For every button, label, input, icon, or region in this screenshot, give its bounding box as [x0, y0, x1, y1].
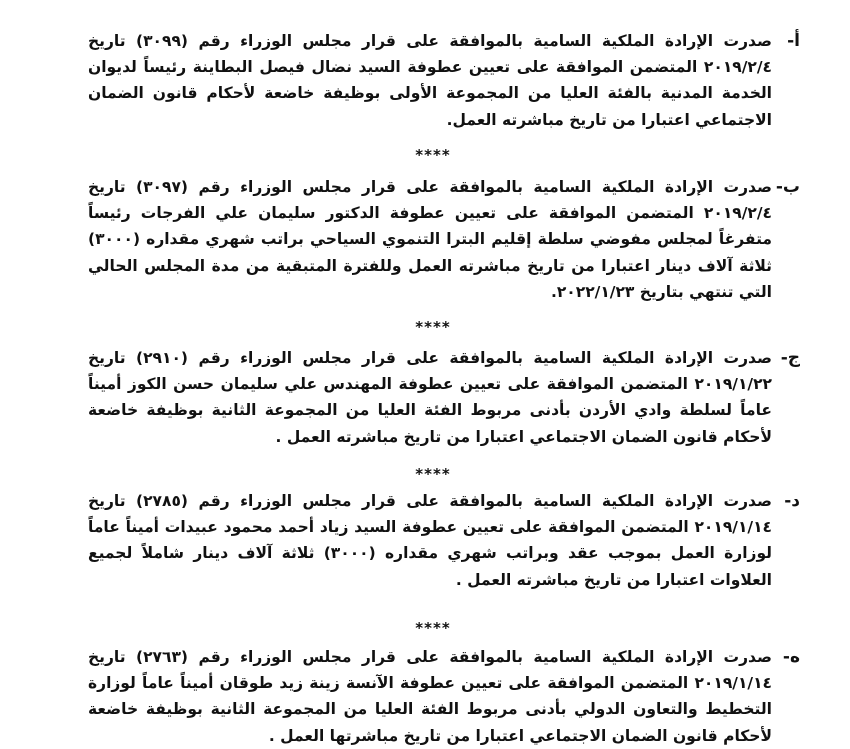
- separator: ****: [415, 465, 451, 483]
- section-letter: ج-: [780, 348, 800, 368]
- section-text: صدرت الإرادة الملكية السامية بالموافقة على قرار مجلس الوزراء رقم (٣٠٩٧) تاريخ ٢٠١٩/٢/٤ المتضمن الموافقة على تعيين عطوفة الدكتور سليمان علي الفرجات رئيساً متفرغاً لمجلس مفوضي سلطة إقليم البترا التنموي السياحي براتب شهري مقداره (٣٠٠٠) ثلاثة آلاف دينار اعتبارا من تاريخ مباشرته العمل وللفترة المتبقية من مدة المجلس الحالي التي تنتهي بتاريخ ٢٠٢٢/١/٢٣.: [88, 178, 772, 301]
- section-b: [88, 174, 800, 305]
- section-e: [88, 644, 800, 749]
- separator: ****: [415, 318, 451, 336]
- section-d: [88, 488, 800, 593]
- section-letter: د-: [784, 491, 800, 511]
- section-c: [88, 345, 800, 450]
- section-letter: ب-: [775, 177, 800, 197]
- separator: ****: [415, 146, 451, 164]
- section-text: صدرت الإرادة الملكية السامية بالموافقة على قرار مجلس الوزراء رقم (٢٧٦٣) تاريخ ٢٠١٩/١/١٤ المتضمن الموافقة على تعيين عطوفة الآنسة زينة زيد طوقان أميناً عاماً لوزارة التخطيط والتعاون الدولي بأدنى مربوط الفئة العليا من المجموعة الثانية بوظيفة خاضعة لأحكام قانون الضمان الاجتماعي اعتبارا من تاريخ مباشرتها العمل .: [88, 648, 772, 745]
- section-letter: ه-: [782, 647, 800, 667]
- section-a: [88, 28, 800, 133]
- section-text: صدرت الإرادة الملكية السامية بالموافقة على قرار مجلس الوزراء رقم (٢٩١٠) تاريخ ٢٠١٩/١/٢٢ المتضمن الموافقة على تعيين عطوفة المهندس علي سليمان حسن الكوز أميناً عاماً لسلطة وادي الأردن بأدنى مربوط الفئة العليا من المجموعة الثانية بوظيفة خاضعة لأحكام قانون الضمان الاجتماعي اعتبارا من تاريخ مباشرته العمل .: [88, 349, 772, 446]
- section-text: صدرت الإرادة الملكية السامية بالموافقة على قرار مجلس الوزراء رقم (٣٠٩٩) تاريخ ٢٠١٩/٢/٤ المتضمن الموافقة على تعيين عطوفة السيد نضال فيصل البطاينة رئيساً لديوان الخدمة المدنية بالفئة العليا من المجموعة الأولى بوظيفة خاضعة لأحكام قانون الضمان الاجتماعي اعتبارا من تاريخ مباشرته العمل.: [88, 32, 772, 129]
- separator: ****: [415, 619, 451, 637]
- section-letter: أ-: [787, 31, 800, 51]
- section-text: صدرت الإرادة الملكية السامية بالموافقة على قرار مجلس الوزراء رقم (٢٧٨٥) تاريخ ٢٠١٩/١/١٤ المتضمن الموافقة على تعيين عطوفة السيد زياد أحمد محمود عبيدات أميناً عاماً لوزارة العمل بموجب عقد وبراتب شهري مقداره (٣٠٠٠) ثلاثة آلاف دينار شاملاً لجميع العلاوات اعتبارا من تاريخ مباشرته العمل .: [88, 492, 772, 589]
